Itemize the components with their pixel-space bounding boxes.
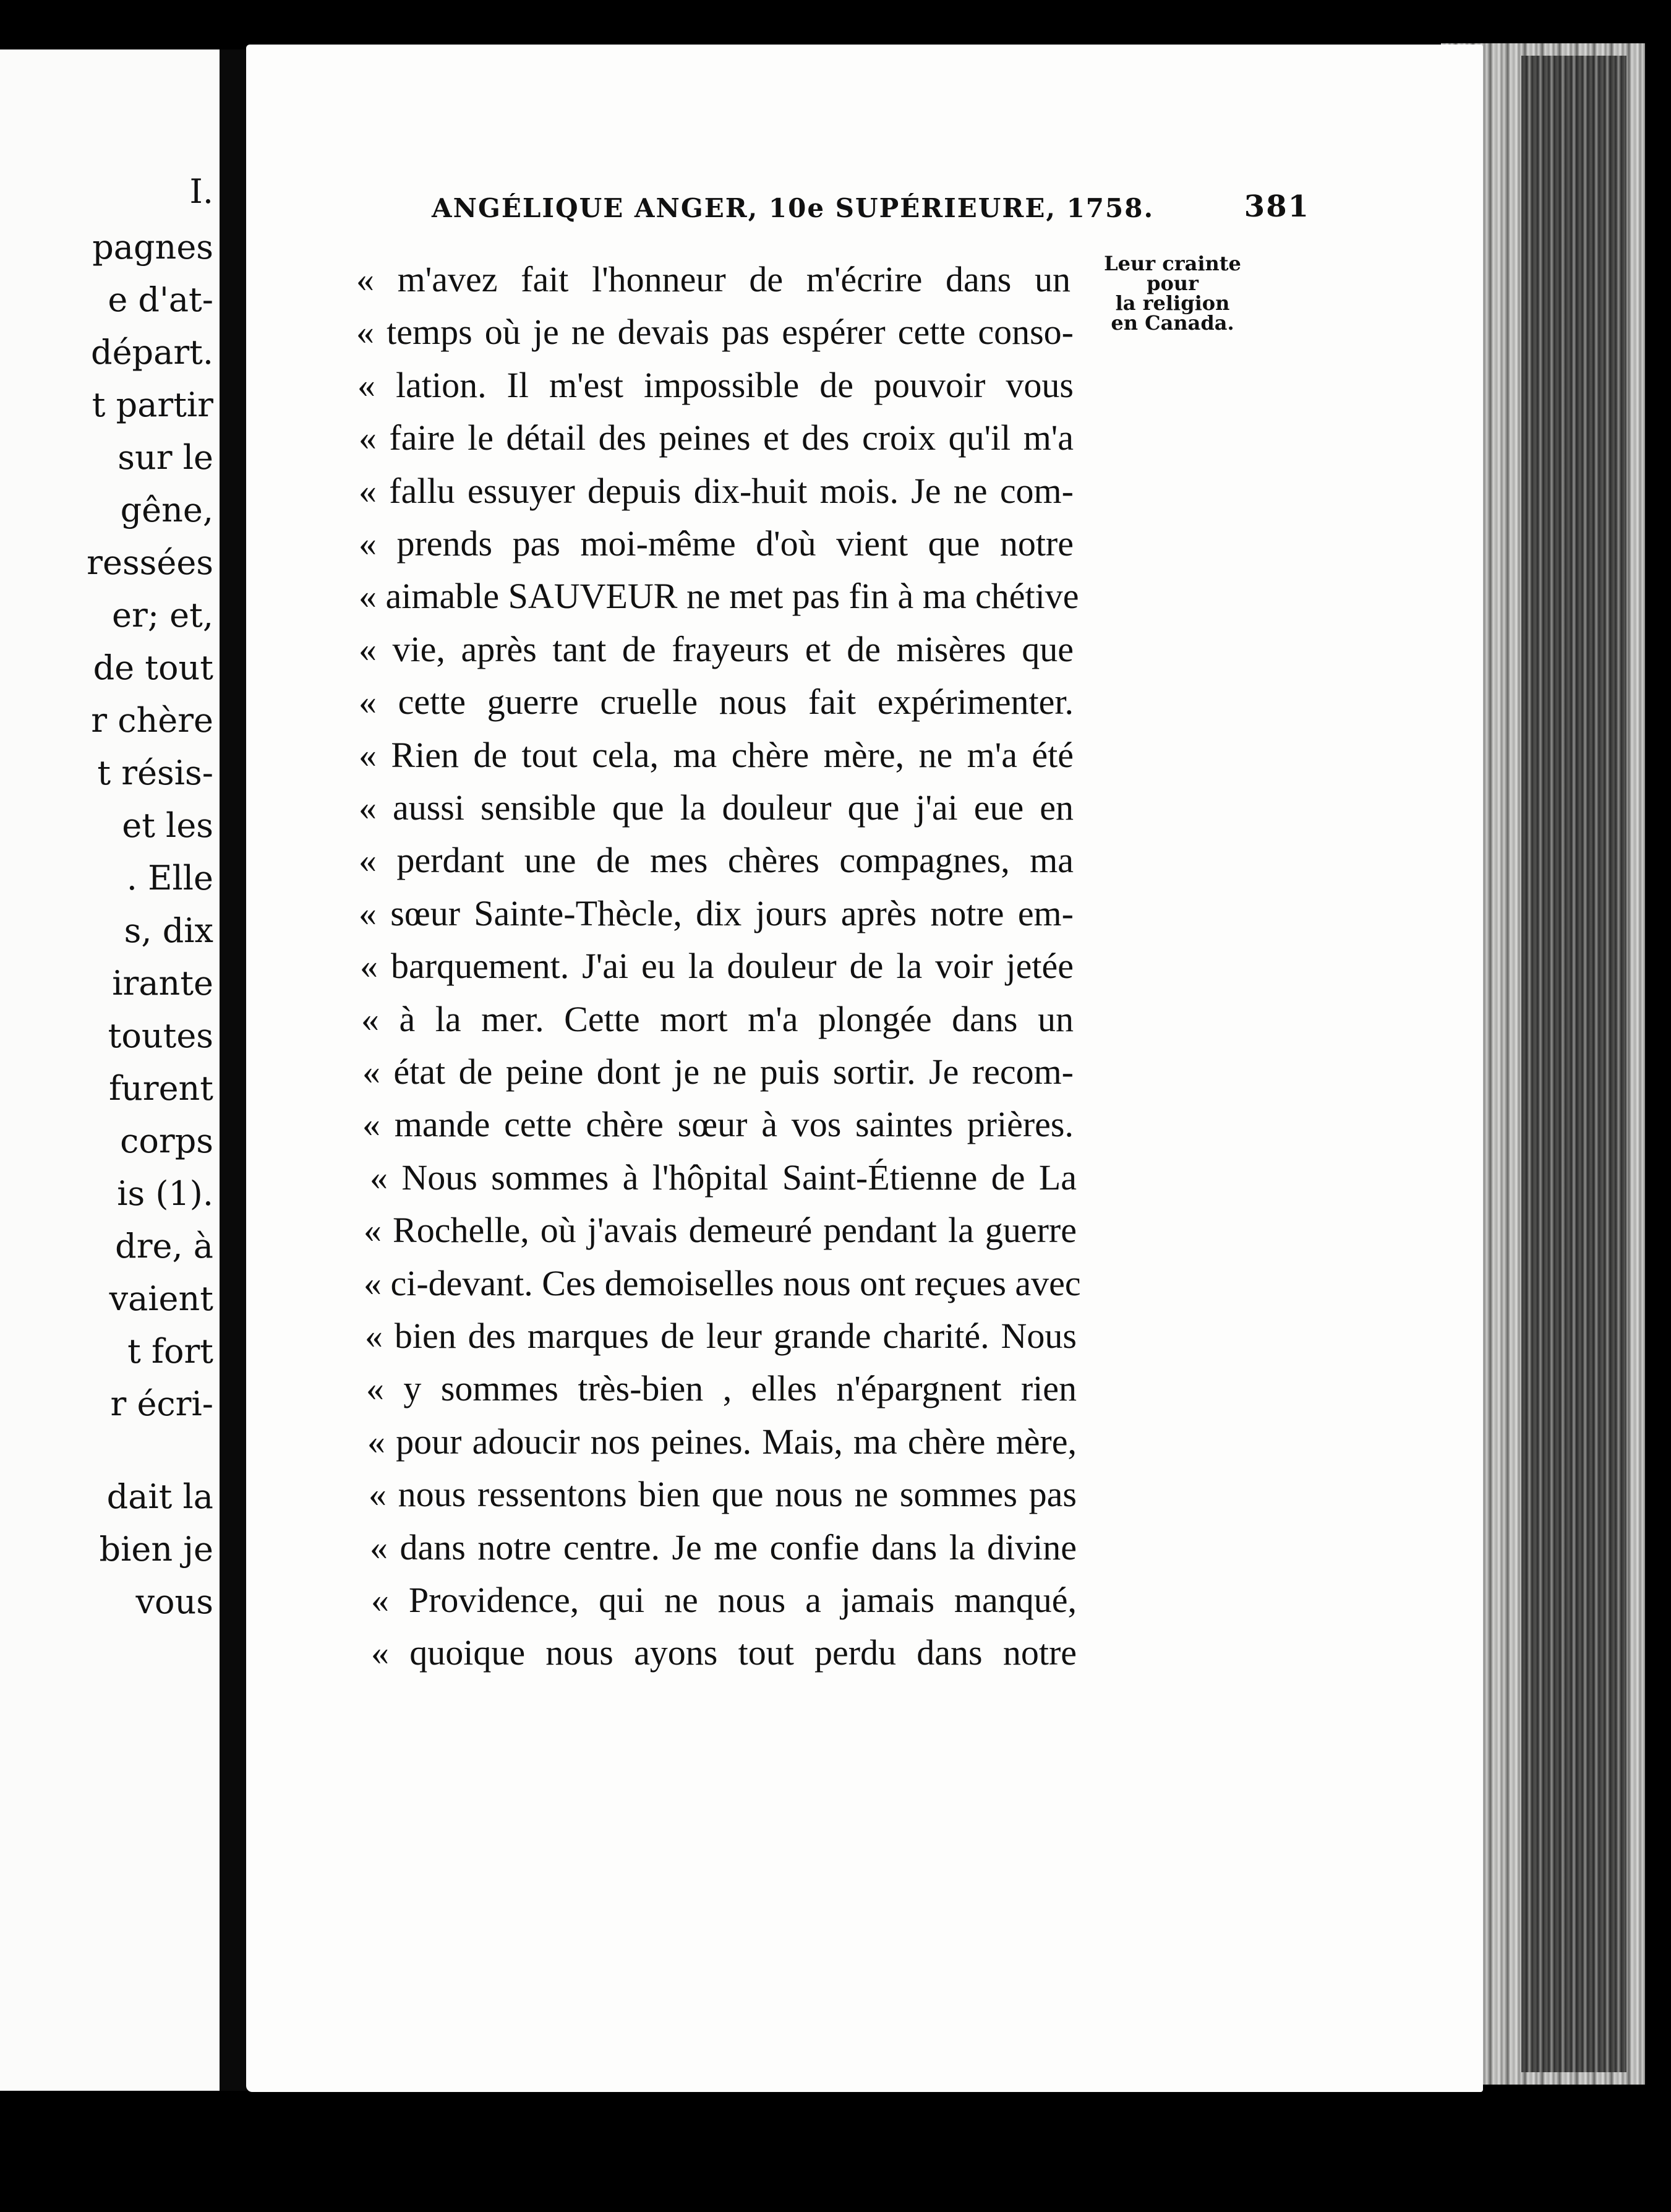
left-page-line: dre, à [115,1227,213,1266]
left-page-line: t partir [92,385,213,424]
body-text-line: « lation. Il m'est impossible de pouvoir vous [357,365,1074,405]
body-text-line: « Rien de tout cela, ma chère mère, ne m'a été [359,735,1074,775]
left-page-line: t fort [127,1332,213,1371]
body-text-line: « Rochelle, où j'avais demeuré pendant la guerre [364,1210,1077,1250]
body-text-line: « état de peine dont je ne puis sortir. Je recom- [362,1052,1074,1092]
left-page-line: sur le [118,438,213,477]
left-page-line: furent [108,1069,213,1108]
body-text-line: « aimable SAUVEUR ne met pas fin à ma chétive [359,576,1079,616]
running-head-title: ANGÉLIQUE ANGER, 10e SUPÉRIEURE, 1758. [432,193,1155,223]
left-page-line: r écri- [110,1384,213,1423]
left-page-line: pagnes [92,228,213,267]
left-page-line: et les [122,806,213,845]
body-text-line: « cette guerre cruelle nous fait expérimenter. [359,682,1074,722]
body-text-line: « y sommes très-bien , elles n'épargnent rien [366,1368,1077,1408]
marginal-note [1098,254,1247,333]
left-page-line: e d'at- [108,280,213,319]
body-text-line: « Nous sommes à l'hôpital Saint-Étienne de La [370,1157,1077,1198]
left-page-line: I. [189,172,213,211]
body-text-line: « Providence, qui ne nous a jamais manqué, [371,1580,1077,1620]
marginal-note-line: la religion [1115,291,1230,315]
left-page-line: bien je [99,1530,213,1569]
body-text-line: « mande cette chère sœur à vos saintes prières. [362,1104,1074,1144]
left-page-line: ressées [87,543,213,582]
body-text-line: « pour adoucir nos peines. Mais, ma chère mère, [367,1421,1077,1462]
main-page [246,45,1483,2092]
body-text-line: « ci-devant. Ces demoiselles nous ont reçues avec [364,1263,1081,1303]
body-text-line: « à la mer. Cette mort m'a plongée dans un [361,999,1074,1039]
body-text-line: « sœur Sainte-Thècle, dix jours après notre em- [359,893,1074,933]
left-page-line: de tout [93,648,213,687]
previous-page-fragment [0,49,220,2091]
left-page-line: corps [120,1121,213,1160]
left-page-line: r chère [91,701,213,740]
left-page-line: vaient [109,1279,213,1318]
body-text-line: « barquement. J'ai eu la douleur de la voir jetée [360,946,1074,986]
left-page-line: er; et, [112,596,213,635]
left-page-line: t résis- [97,753,213,792]
marginal-note-line: Leur crainte [1104,252,1241,275]
body-text-line: « m'avez fait l'honneur de m'écrire dans un [356,259,1071,299]
book-spine-edge [1521,56,1626,2072]
left-page-line: départ. [91,333,213,372]
body-text-line: « faire le détail des peines et des croix qu'il m'a [359,418,1074,458]
book-gutter [220,49,247,2091]
left-page-line: irante [112,964,213,1003]
left-page-line: s, dix [124,911,213,950]
body-text-line: « aussi sensible que la douleur que j'ai eue en [359,787,1074,828]
left-page-line: vous [135,1582,213,1621]
marginal-note-line: pour [1147,272,1199,295]
marginal-note-line: en Canada. [1111,311,1234,335]
body-text-line: « vie, après tant de frayeurs et de misères que [359,629,1074,669]
body-text-line: « fallu essuyer depuis dix-huit mois. Je ne com- [359,471,1074,511]
body-text-line: « temps où je ne devais pas espérer cette conso- [356,312,1074,352]
body-text-line: « dans notre centre. Je me confie dans la divine [370,1527,1077,1567]
left-page-line: is (1). [117,1174,213,1213]
body-text-line: « quoique nous ayons tout perdu dans notre [371,1632,1077,1673]
body-text-line: « perdant une de mes chères compagnes, ma [359,840,1074,880]
body-text-line: « nous ressentons bien que nous ne sommes pas [369,1474,1077,1514]
running-head [432,189,1328,224]
left-page-line: dait la [106,1477,213,1516]
body-text-line: « bien des marques de leur grande charité. Nous [365,1316,1077,1356]
page-number: 381 [1244,189,1310,224]
left-page-line: . Elle [126,859,213,898]
body-text-line: « prends pas moi-même d'où vient que notre [359,523,1074,564]
left-page-line: toutes [108,1016,213,1055]
left-page-line: gêne, [120,491,213,529]
